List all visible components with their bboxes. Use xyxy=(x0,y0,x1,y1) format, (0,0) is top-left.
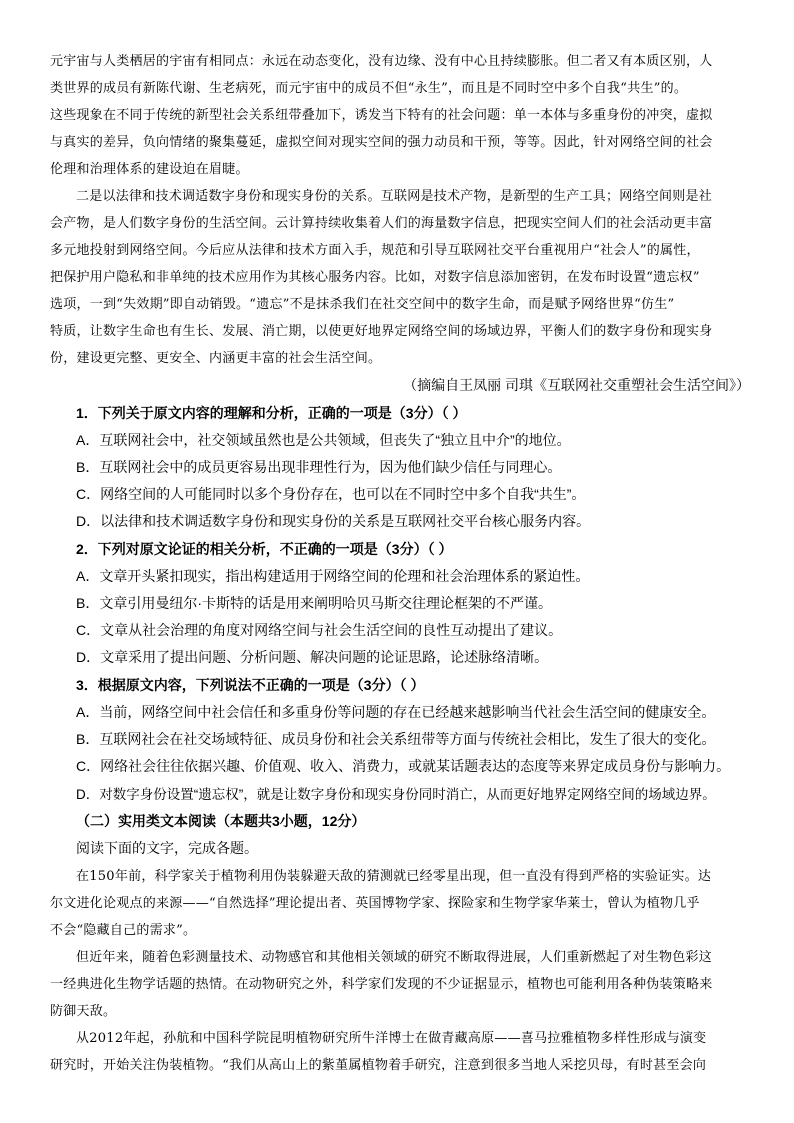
article2-paragraph2-line: 防御天敌。 xyxy=(50,1004,117,1019)
article1-source: （摘编自王凤丽 司琪《互联网社交重塑社会生活空间》） xyxy=(403,377,750,393)
article1-paragraph2-line: 会产物，是人们数字身份的生活空间。云计算持续收集着人们的海量数字信息，把现实空间人们的社会活动更丰富 xyxy=(50,216,713,231)
article1-paragraph2-line: 选项，一到“失效期”即自动销毁。“遗忘”不是抹杀我们在社交空间中的数字生命，而是赋予网络世界“仿生” xyxy=(50,297,675,312)
question-2-option-d: D．文章采用了提出问题、分析问题、解决问题的论证思路，论述脉络清晰。 xyxy=(76,649,549,665)
article2-paragraph2-line: 一经典进化生物学话题的热情。在动物研究之外，科学家们发现的不少证据显示，植物也可能利用各种伪装策略来 xyxy=(50,977,713,992)
question-1-option-a: A．互联网社会中，社交领域虽然也是公共领域，但丧失了“独立且中介”的地位。 xyxy=(76,432,571,448)
question-3-option-d: D．对数字身份设置“遗忘权”，就是让数字身份和现实身份同时消亡，从而更好地界定网络空间的场域边界。 xyxy=(76,787,716,802)
article1-paragraph1-line: 伦理和治理体系的建设迫在眉睫。 xyxy=(50,162,249,177)
question-2-option-a: A．文章开头紧扣现实，指出构建适用于网络空间的伦理和社会治理体系的紧迫性。 xyxy=(76,568,590,584)
question-3-option-c: C．网络社会往往依据兴趣、价值观、收入、消费力，或就某话题表达的态度等来界定成员身份与影响力。 xyxy=(76,758,731,774)
article1-paragraph1-line: 元宇宙与人类栖居的宇宙有相同点：永远在动态变化，没有边缘、没有中心且持续膨胀。但二者又有本质区别，人 xyxy=(50,54,713,69)
question-3-option-b: B．互联网社会在社交场域特征、成员身份和社会关系纽带等方面与传统社会相比，发生了很大的变化。 xyxy=(76,731,716,747)
question-1-option-b: B．互联网社会中的成员更容易出现非理性行为，因为他们缺少信任与同理心。 xyxy=(76,459,562,475)
article1-paragraph1-line: 这些现象在不同于传统的新型社会关系纽带叠加下，诱发当下特有的社会问题：单一本体与多重身份的冲突，虚拟 xyxy=(50,108,713,123)
article1-paragraph2-line: 把保护用户隐私和非单纯的技术应用作为其核心服务内容。比如，对数字信息添加密钥，在发布时设置“遗忘权” xyxy=(50,270,700,285)
article2-paragraph3-line: 从2012年起，孙航和中国科学院昆明植物研究所牛洋博士在做青藏高原——喜马拉雅植物多样性形成与演变 xyxy=(76,1031,707,1046)
question-2-stem: 2．下列对原文论证的相关分析，不正确的一项是（3分）（ ） xyxy=(76,541,453,557)
section-2-heading: （二）实用类文本阅读（本题共3小题，12分） xyxy=(76,813,366,829)
article1-paragraph2-line: 二是以法律和技术调适数字身份和现实身份的关系。互联网是技术产物，是新型的生产工具；网络空间则是社 xyxy=(76,189,713,204)
question-1-stem: 1．下列关于原文内容的理解和分析，正确的一项是（3分）（ ） xyxy=(76,405,467,421)
question-1-option-c: C．网络空间的人可能同时以多个身份存在，也可以在不同时空中多个自我“共生”。 xyxy=(76,486,586,502)
article2-paragraph1-line: 尔文进化论观点的来源——“自然选择”理论提出者、英国博物学家、探险家和生物学家华莱士，曾认为植物几乎 xyxy=(50,896,700,911)
article1-paragraph2-line: 多元地投射到网络空间。今后应从法律和技术方面入手，规范和引导互联网社交平台重视用户“社会人”的属性， xyxy=(50,243,700,258)
question-1-option-d: D．以法律和技术调适数字身份和现实身份的关系是互联网社交平台核心服务内容。 xyxy=(76,513,591,529)
question-3-stem: 3．根据原文内容，下列说法不正确的一项是（3分）（ ） xyxy=(76,677,425,693)
article2-paragraph3-line: 研究时，开始关注伪装植物。“我们从高山上的紫堇属植物着手研究，注意到很多当地人采挖贝母，有时甚至会向 xyxy=(50,1058,707,1073)
article2-paragraph2-line: 但近年来，随着色彩测量技术、动物感官和其他相关领域的研究不断取得进展，人们重新燃起了对生物色彩这 xyxy=(76,950,713,965)
question-2-option-b: B．文章引用曼纽尔·卡斯特的话是用来阐明哈贝马斯交往理论框架的不严谨。 xyxy=(76,595,552,611)
article1-paragraph1-line: 类世界的成员有新陈代谢、生老病死，而元宇宙中的成员不但“永生”，而且是不同时空中多个自我“共生”的。 xyxy=(50,81,688,96)
question-2-option-c: C．文章从社会治理的角度对网络空间与社会生活空间的良性互动提出了建议。 xyxy=(76,622,563,638)
question-3-option-a: A．当前，网络空间中社会信任和多重身份等问题的存在已经越来越影响当代社会生活空间的健康安全。 xyxy=(76,704,716,720)
article2-paragraph1-line: 不会“隐藏自己的需求”。 xyxy=(50,923,197,938)
article1-paragraph2-line: 份，建设更完整、更安全、内涵更丰富的社会生活空间。 xyxy=(50,351,382,366)
article1-paragraph2-line: 特质，让数字生命也有生长、发展、消亡期，以使更好地界定网络空间的场域边界，平衡人们的数字身份和现实身 xyxy=(50,324,713,339)
article2-paragraph1-line: 在150年前，科学家关于植物利用伪装躲避天敌的猜测就已经零星出现，但一直没有得到严格的实验证实。达 xyxy=(76,869,712,884)
section-2-instruction: 阅读下面的文字，完成各题。 xyxy=(76,840,258,856)
article1-paragraph1-line: 与真实的差异，负向情绪的聚集蔓延，虚拟空间对现实空间的强力动员和干预，等等。因此，针对网络空间的社会 xyxy=(50,135,713,150)
